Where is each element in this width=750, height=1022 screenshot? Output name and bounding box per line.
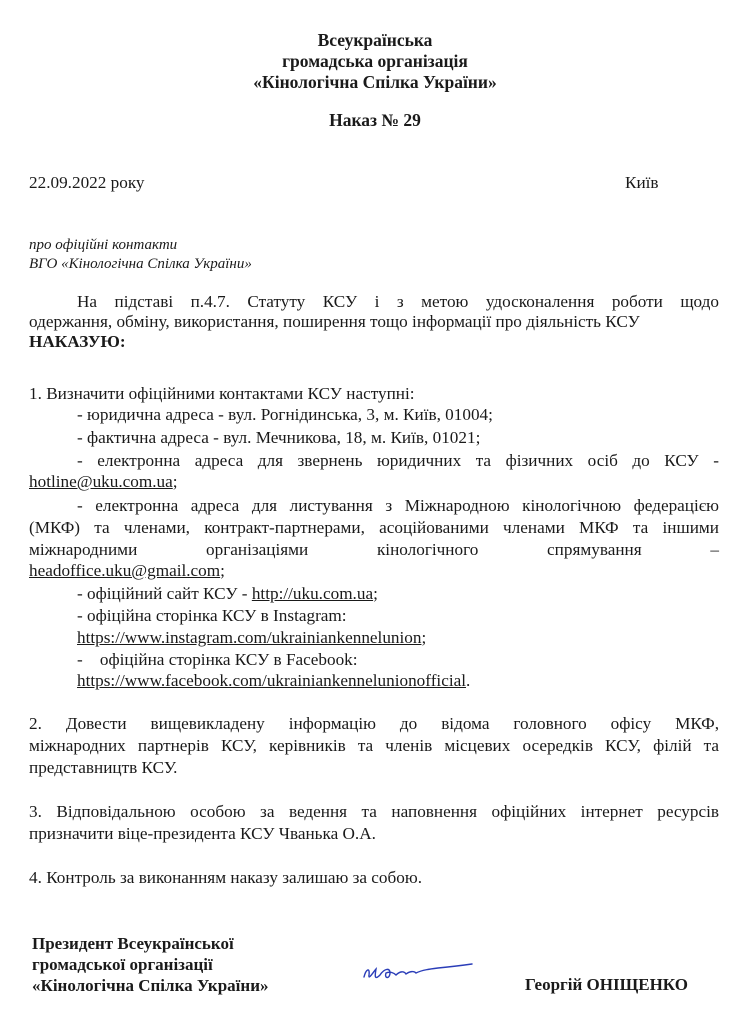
item2-line3: представництв КСУ. bbox=[29, 758, 178, 777]
document-header bbox=[0, 30, 750, 93]
legal-address: - юридична адреса - вул. Рогнідинська, 3, м. Київ, 01004; bbox=[77, 405, 493, 424]
facebook-label: - офіційна сторінка КСУ в Facebook: bbox=[77, 650, 358, 669]
org-name-line3: «Кінологічна Спілка України» bbox=[253, 72, 497, 92]
preamble-line2: одержання, обміну, використання, поширення тощо інформації про діяльність КСУ bbox=[29, 312, 640, 331]
website-label: - офіційний сайт КСУ - bbox=[77, 584, 252, 603]
fci-email-suffix: ; bbox=[220, 561, 225, 580]
org-name-line1: Всеукраїнська bbox=[317, 30, 433, 50]
fci-email-line1: - електронна адреса для листування з Міжнародною кінологічною федерацією bbox=[77, 496, 719, 515]
public-email-suffix: ; bbox=[172, 472, 178, 491]
facebook-suffix: . bbox=[466, 671, 471, 690]
order-word: НАКАЗУЮ: bbox=[29, 332, 126, 351]
fci-email-line2: (МКФ) та членами, контракт-партнерами, асоційованими членами МКФ та іншими bbox=[29, 518, 719, 537]
org-name-line2: громадська організація bbox=[282, 51, 468, 71]
item1-intro: 1. Визначити офіційними контактами КСУ наступні: bbox=[29, 384, 415, 403]
public-email-label: - електронна адреса для звернень юридичних та фізичних осіб до КСУ - bbox=[77, 451, 719, 470]
fci-email-line3: міжнародними організаціями кінологічного спрямування – bbox=[29, 540, 719, 559]
order-title: Наказ № 29 bbox=[329, 110, 421, 130]
item3-line1: 3. Відповідальною особою за ведення та наповнення офіційних інтернет ресурсів bbox=[29, 802, 719, 821]
preamble-line1: На підставі п.4.7. Статуту КСУ і з метою удосконалення роботи щодо bbox=[77, 292, 719, 311]
order-subject bbox=[29, 236, 252, 274]
instagram-suffix: ; bbox=[421, 628, 427, 647]
subject-line1: про офіційні контакти bbox=[29, 237, 178, 253]
handwritten-signature-icon bbox=[360, 957, 475, 987]
website-line bbox=[77, 584, 719, 604]
actual-address: - фактична адреса - вул. Мечникова, 18, м. Київ, 01021; bbox=[77, 428, 481, 447]
item2-line1: 2. Довести вищевикладену інформацію до відома головного офісу МКФ, bbox=[29, 714, 719, 733]
item4-line1: 4. Контроль за виконанням наказу залишаю за собою. bbox=[29, 868, 423, 887]
fci-email-line bbox=[29, 561, 719, 581]
facebook-line bbox=[77, 671, 719, 691]
fci-email-link[interactable]: headoffice.uku@gmail.com bbox=[29, 561, 221, 580]
signatory-title-line2: громадської організації bbox=[32, 955, 213, 974]
order-date: 22.09.2022 року bbox=[29, 173, 145, 192]
website-link[interactable]: http://uku.com.ua bbox=[251, 584, 374, 603]
signatory-title-line1: Президент Всеукраїнської bbox=[32, 934, 234, 953]
signatory-title-line3: «Кінологічна Спілка України» bbox=[32, 976, 269, 995]
instagram-link[interactable]: https://www.instagram.com/ukrainiankennelunion bbox=[77, 628, 422, 647]
instagram-label: - офіційна сторінка КСУ в Instagram: bbox=[77, 606, 347, 625]
signature-stroke bbox=[364, 964, 472, 978]
instagram-line bbox=[77, 628, 719, 648]
public-email-link[interactable]: hotline@uku.com.ua bbox=[29, 472, 173, 491]
public-email-line bbox=[29, 472, 719, 492]
order-city: Київ bbox=[625, 173, 659, 192]
signatory-name: Георгій ОНІЩЕНКО bbox=[525, 975, 688, 994]
website-suffix: ; bbox=[373, 584, 378, 603]
signatory-title bbox=[32, 933, 269, 996]
subject-line2: ВГО «Кінологічна Спілка України» bbox=[29, 256, 252, 272]
facebook-link[interactable]: https://www.facebook.com/ukrainiankennelunionofficial bbox=[77, 671, 467, 690]
item3-line2: призначити віце-президента КСУ Чванька О.А. bbox=[29, 824, 376, 843]
item2-line2: міжнародних партнерів КСУ, керівників та членів місцевих осередків КСУ, філій та bbox=[29, 736, 719, 755]
